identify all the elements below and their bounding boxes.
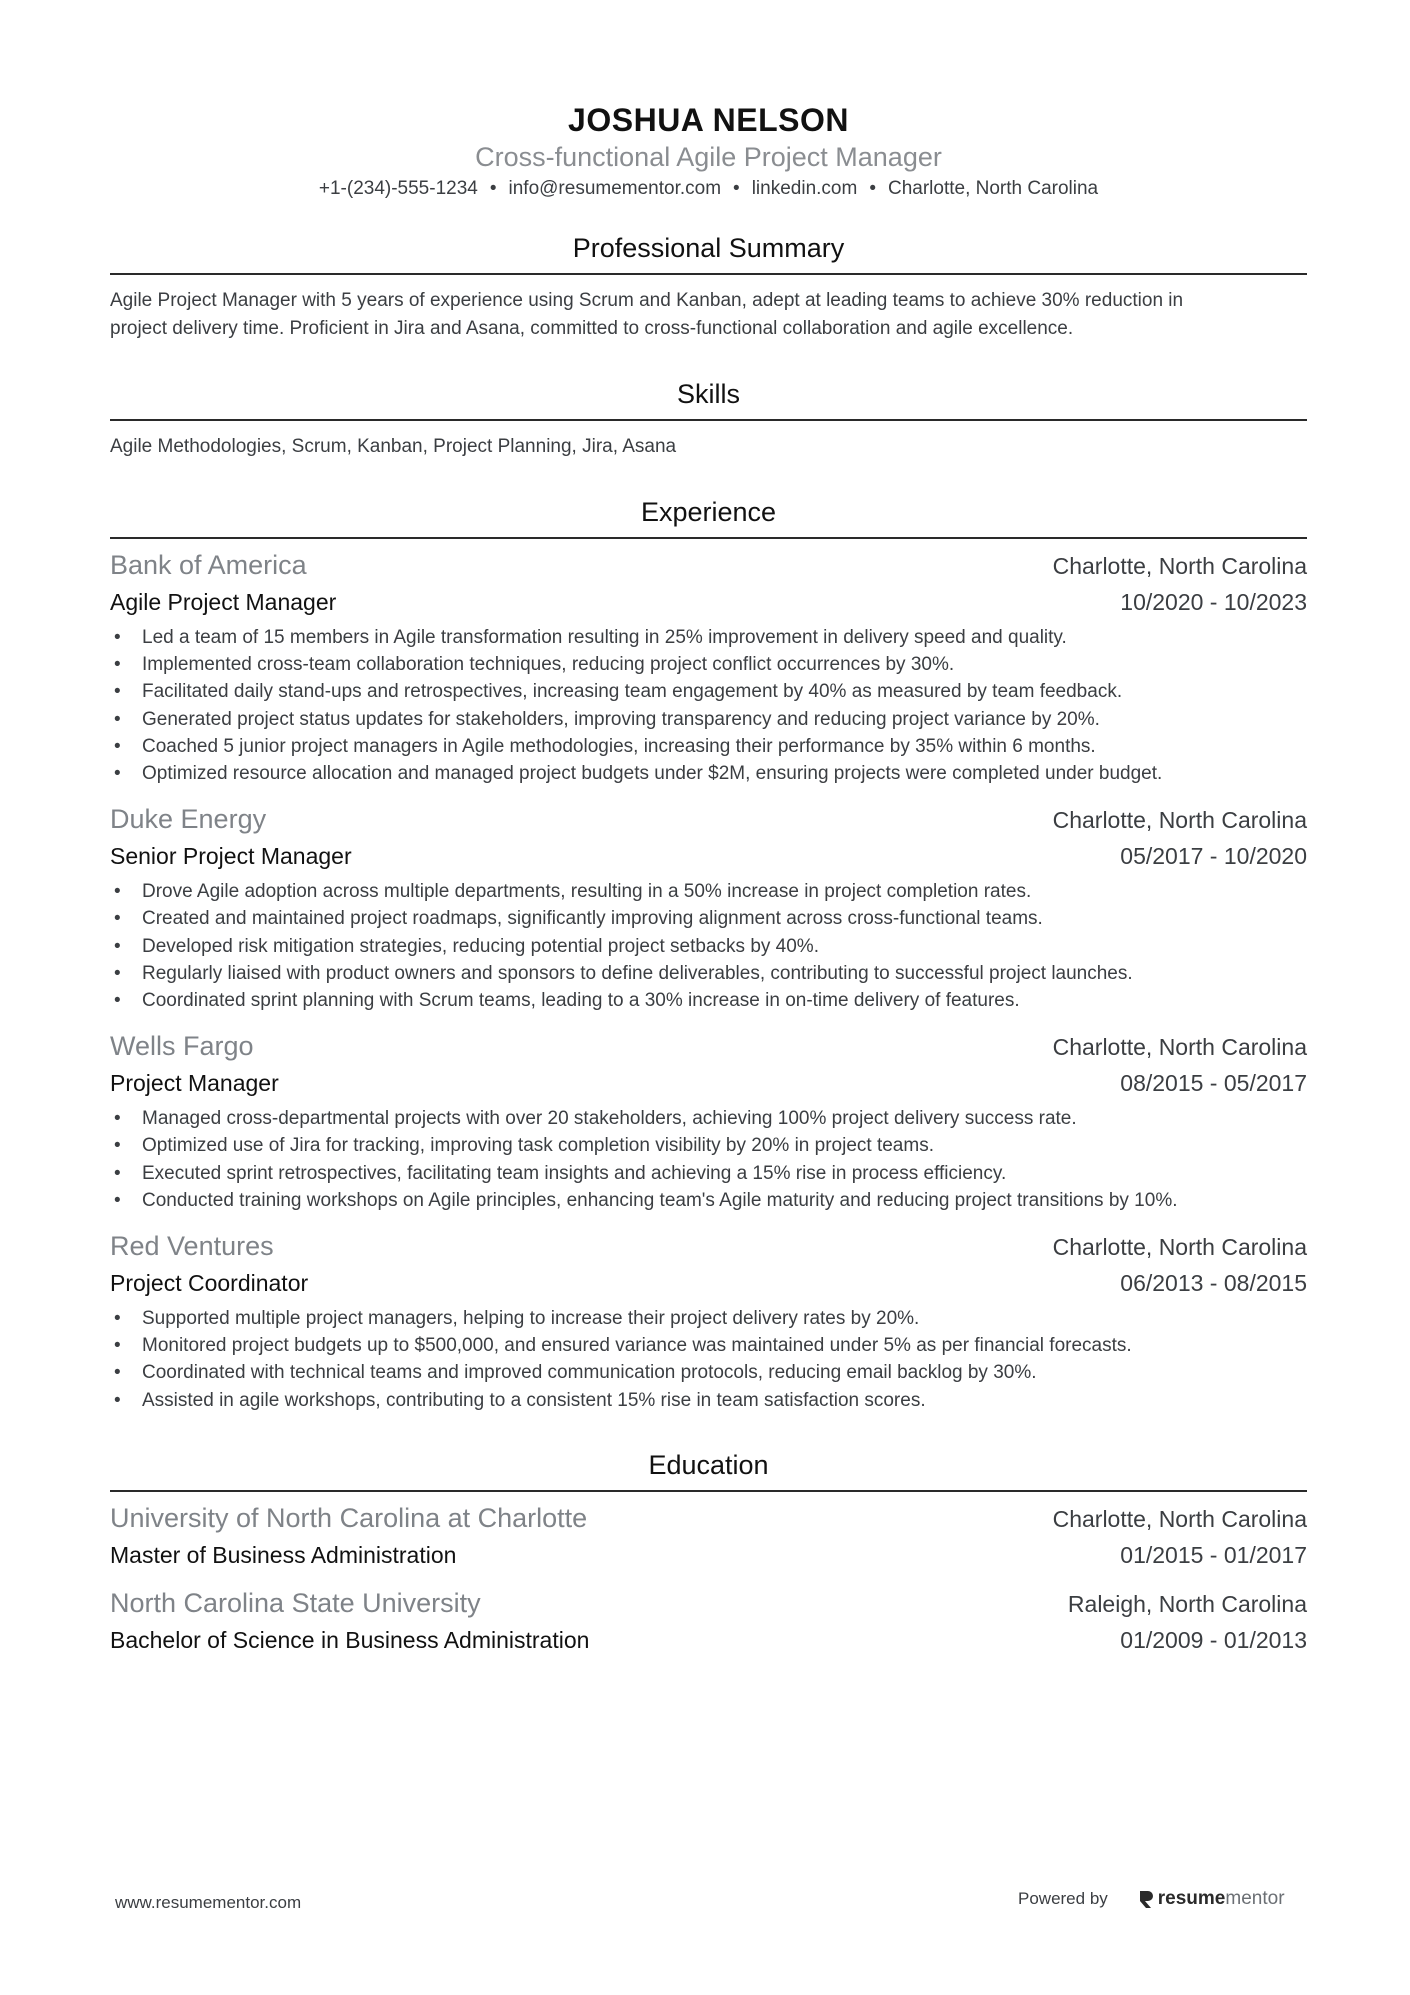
resume-header [110,100,1307,202]
experience-section [110,495,1307,1414]
job-bullet: • Coordinated with technical teams and improved communication protocols, reducing email backlog by 30%. [110,1359,1307,1386]
job-bullet: • Regularly liaised with product owners and sponsors to define deliverables, contributing to successful project launches. [110,960,1307,987]
job-bullet: • Created and maintained project roadmaps, significantly improving alignment across cross-functional teams. [110,905,1307,932]
job-bullet: • Facilitated daily stand-ups and retrospectives, increasing team engagement by 40% as measured by team feedback. [110,678,1307,705]
job-role: Agile Project Manager [110,589,337,615]
contact-phone: +1-(234)-555-1234 [318,178,478,199]
job-entry [110,547,1307,787]
job-bullets [110,1305,1307,1414]
footer-branding [1018,1888,1285,1910]
education-entry [110,1500,1307,1573]
section-divider [110,537,1307,539]
job-bullet: • Coached 5 junior project managers in Agile methodologies, increasing their performance by 35% within 6 months. [110,733,1307,760]
powered-by-label: Powered by [1018,1889,1108,1908]
job-location: Charlotte, North Carolina [1052,807,1307,834]
job-bullet: • Monitored project budgets up to $500,000, and ensured variance was maintained under 5% as per financial forecasts. [110,1332,1307,1359]
job-dates: 05/2017 - 10/2020 [1120,843,1307,870]
skills-section [110,377,1307,461]
job-role: Senior Project Manager [110,843,352,870]
contact-email[interactable]: info@resumementor.com [508,178,722,199]
job-bullet: • Developed risk mitigation strategies, reducing potential project setbacks by 40%. [110,933,1307,960]
job-bullet: • Managed cross-departmental projects with over 20 stakeholders, achieving 100% project delivery success rate. [110,1105,1307,1132]
resumementor-logo-icon [1138,1889,1154,1909]
school-dates: 01/2015 - 01/2017 [1120,1541,1307,1568]
job-bullet: • Led a team of 15 members in Agile transformation resulting in 25% improvement in delivery speed and quality. [110,624,1307,651]
separator-dot: • [489,178,497,199]
school-location: Charlotte, North Carolina [1052,1505,1307,1532]
summary-section [110,231,1307,343]
job-bullet: • Drove Agile adoption across multiple departments, resulting in a 50% increase in project completion rates. [110,878,1307,905]
job-bullet: • Optimized resource allocation and managed project budgets under $2M, ensuring projects were completed under budget. [110,760,1307,787]
candidate-name: JOSHUA NELSON [568,102,849,138]
job-bullet: • Implemented cross-team collaboration techniques, reducing project conflict occurrences by 30%. [110,651,1307,678]
summary-text [110,287,1307,343]
job-bullet: • Coordinated sprint planning with Scrum teams, leading to a 30% increase in on-time delivery of features. [110,987,1307,1014]
section-heading-skills: Skills [676,379,740,409]
separator-dot: • [869,178,876,199]
job-bullet: • Assisted in agile workshops, contributing to a consistent 15% rise in team satisfaction scores. [110,1387,1307,1414]
job-bullet: • Conducted training workshops on Agile principles, enhancing team's Agile maturity and reducing project transitions by 10%. [110,1187,1307,1214]
summary-line: project delivery time. Proficient in Jira and Asana, committed to cross-functional collaboration and agile excellence. [110,318,1074,339]
school-name: North Carolina State University [110,1587,481,1618]
resume-page [110,100,1307,1658]
job-bullet: • Generated project status updates for stakeholders, improving transparency and reducing project variance by 20%. [110,706,1307,733]
brand-logo[interactable] [1138,1888,1285,1910]
brand-name-light: mentor [1225,1888,1285,1909]
job-bullets [110,624,1307,787]
education-entry [110,1585,1307,1658]
job-dates: 10/2020 - 10/2023 [1120,589,1307,615]
separator-dot: • [733,178,740,199]
contact-linkedin[interactable]: linkedin.com [751,178,858,199]
school-degree: Bachelor of Science in Business Administration [110,1626,590,1653]
contact-location: Charlotte, North Carolina [887,178,1099,199]
section-divider [110,419,1307,421]
job-bullets [110,878,1307,1014]
school-degree: Master of Business Administration [110,1541,457,1568]
section-heading-experience: Experience [640,497,777,527]
job-location: Charlotte, North Carolina [1052,1034,1307,1061]
footer-website[interactable]: www.resumementor.com [115,1893,302,1912]
job-company: Red Ventures [110,1231,274,1262]
job-location: Charlotte, North Carolina [1052,1234,1307,1261]
job-company: Bank of America [110,550,307,580]
section-divider [110,273,1307,275]
job-bullet: • Executed sprint retrospectives, facilitating team insights and achieving a 15% rise in process efficiency. [110,1160,1307,1187]
job-bullet: • Optimized use of Jira for tracking, improving task completion visibility by 20% in project teams. [110,1132,1307,1159]
job-dates: 08/2015 - 05/2017 [1120,1070,1307,1097]
school-name: University of North Carolina at Charlotte [110,1502,588,1533]
section-heading-education: Education [648,1449,769,1480]
job-company: Duke Energy [110,804,267,835]
job-entry [110,801,1307,1014]
brand-name-bold: resume [1157,1888,1226,1909]
job-bullets [110,1105,1307,1214]
job-bullet: • Supported multiple project managers, helping to increase their project delivery rates by 20%. [110,1305,1307,1332]
school-dates: 01/2009 - 01/2013 [1120,1626,1307,1653]
school-location: Raleigh, North Carolina [1067,1590,1307,1617]
section-divider [110,1490,1307,1492]
job-role: Project Coordinator [110,1270,309,1297]
job-entry [110,1228,1307,1414]
skills-text: Agile Methodologies, Scrum, Kanban, Project Planning, Jira, Asana [110,436,677,457]
section-heading-summary: Professional Summary [572,233,845,263]
job-location: Charlotte, North Carolina [1052,553,1307,579]
job-entry [110,1028,1307,1214]
job-company: Wells Fargo [110,1031,254,1062]
summary-line: Agile Project Manager with 5 years of experience using Scrum and Kanban, adept at leading teams to achieve 30% reduction in [110,290,1184,311]
education-section [110,1448,1307,1658]
job-dates: 06/2013 - 08/2015 [1120,1270,1307,1297]
candidate-title: Cross-functional Agile Project Manager [475,142,942,172]
contact-line [110,176,1307,202]
job-role: Project Manager [110,1070,279,1097]
